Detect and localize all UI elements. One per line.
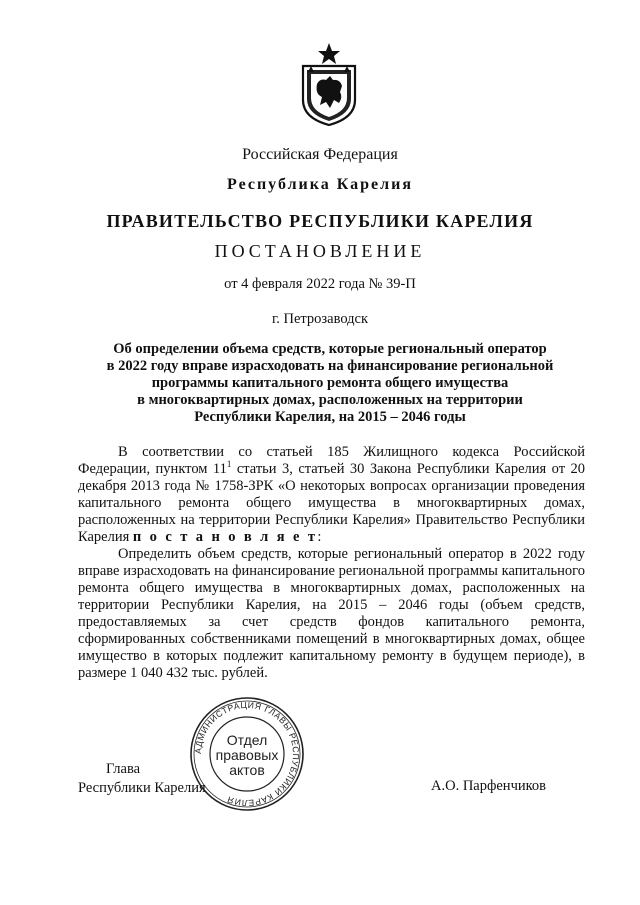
signatory-name: А.О. Парфенчиков xyxy=(431,778,547,794)
document-body xyxy=(78,444,585,682)
decree-action: п о с т а н о в л я е т xyxy=(132,529,318,545)
body-paragraph-1: В соответствии со статьей 185 Жилищного кодекса Российской Федерации, пунктом $11^1$ статьи 3, статьей 30 Закона Республики Карелия от 20 декабря 2013 года № 1758-ЗРК «О некоторых вопросах организации проведения капитального ремонта общего имущества в многоквартирных домах, расположенных на территории Республики Карелия» Правительство Республики Карелия п о с т а н о в л я е т: xyxy=(78,444,586,545)
stamp-line-1: Отдел xyxy=(226,732,268,748)
country-name: Российская Федерация xyxy=(242,146,398,163)
signatory-title: Глава Республики Карелия xyxy=(78,761,206,796)
body-paragraph-2: Определить объем средств, которые региональный оператор в 2022 году вправе израсходовать на финансирование региональной программы капитального ремонта общего имущества в многоквартирных домах, расположенных на территории Республики Карелия, на 2015 – 2046 годы (объем средств, предоставляемых за счет средств фондов капитального ремонта, сформированных собственниками помещений в многоквартирных домах, общее имущество в которых подлежит капитальному ремонту в будущем периоде), в размере 1 040 432 тыс. рублей. xyxy=(78,546,585,681)
document-subject xyxy=(60,341,600,426)
stamp-line-2: правовых xyxy=(215,747,279,763)
subject-line: в многоквартирных домах, расположенных на территории xyxy=(137,392,523,408)
subject-line: Об определении объема средств, которые региональный оператор xyxy=(113,341,547,357)
document-date: от 4 февраля 2022 года № 39-П xyxy=(224,276,416,292)
document-type: ПОСТАНОВЛЕНИЕ xyxy=(214,241,426,261)
stamp-line-3: актов xyxy=(229,762,265,778)
official-stamp xyxy=(188,695,306,813)
republic-name: Республика Карелия xyxy=(227,176,413,193)
subject-line: Республики Карелия, на 2015 – 2046 годы xyxy=(194,409,466,425)
stamp-ring-text: АДМИНИСТРАЦИЯ ГЛАВЫ РЕСПУБЛИКИ КАРЕЛИЯ xyxy=(192,699,302,809)
subject-line: программы капитального ремонта общего имущества xyxy=(151,375,509,391)
government-title: ПРАВИТЕЛЬСТВО РЕСПУБЛИКИ КАРЕЛИЯ xyxy=(106,211,534,231)
subject-line: в 2022 году вправе израсходовать на финансирование региональной xyxy=(106,358,554,374)
coat-of-arms-icon xyxy=(300,42,358,126)
document-city: г. Петрозаводск xyxy=(271,311,369,327)
